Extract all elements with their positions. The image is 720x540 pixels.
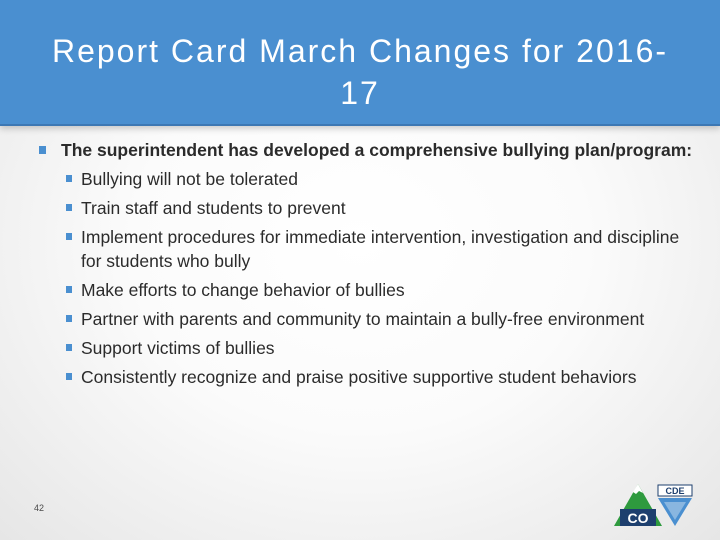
square-bullet-icon: [66, 344, 72, 351]
logo-co-text: CO: [627, 510, 649, 526]
sub-bullet: [36, 225, 696, 273]
square-bullet-icon: [39, 146, 46, 154]
square-bullet-icon: [66, 373, 72, 380]
square-bullet-icon: [66, 286, 72, 293]
logo-cde-text: CDE: [665, 486, 685, 496]
main-bullet: [36, 138, 696, 162]
square-bullet-icon: [66, 175, 72, 182]
sub-bullet-text: Implement procedures for immediate intervention, investigation and discipline for students who bully: [81, 227, 680, 271]
sub-bullet-text: Support victims of bullies: [81, 338, 275, 358]
sub-bullet-text: Partner with parents and community to maintain a bully-free environment: [81, 309, 645, 329]
title-bar: [0, 0, 720, 126]
sub-bullet: [36, 167, 696, 191]
slide-title: Report Card March Changes for 2016-17: [51, 33, 669, 111]
square-bullet-icon: [66, 233, 72, 240]
sub-bullet-text: Train staff and students to prevent: [81, 198, 346, 218]
sub-bullet: [36, 196, 696, 220]
sub-bullet-text: Consistently recognize and praise positive supportive student behaviors: [81, 367, 637, 387]
cde-logo-icon: [612, 482, 694, 530]
page-number: 42: [34, 503, 45, 513]
main-bullet-text: The superintendent has developed a comprehensive bullying plan/program:: [61, 140, 693, 160]
sub-bullet-text: Bullying will not be tolerated: [81, 169, 298, 189]
sub-bullet: [36, 365, 696, 389]
square-bullet-icon: [66, 204, 72, 211]
sub-bullet: [36, 278, 696, 302]
sub-bullet: [36, 336, 696, 360]
bullet-content: [36, 138, 696, 389]
sub-bullet: [36, 307, 696, 331]
sub-bullet-text: Make efforts to change behavior of bullies: [81, 280, 405, 300]
square-bullet-icon: [66, 315, 72, 322]
